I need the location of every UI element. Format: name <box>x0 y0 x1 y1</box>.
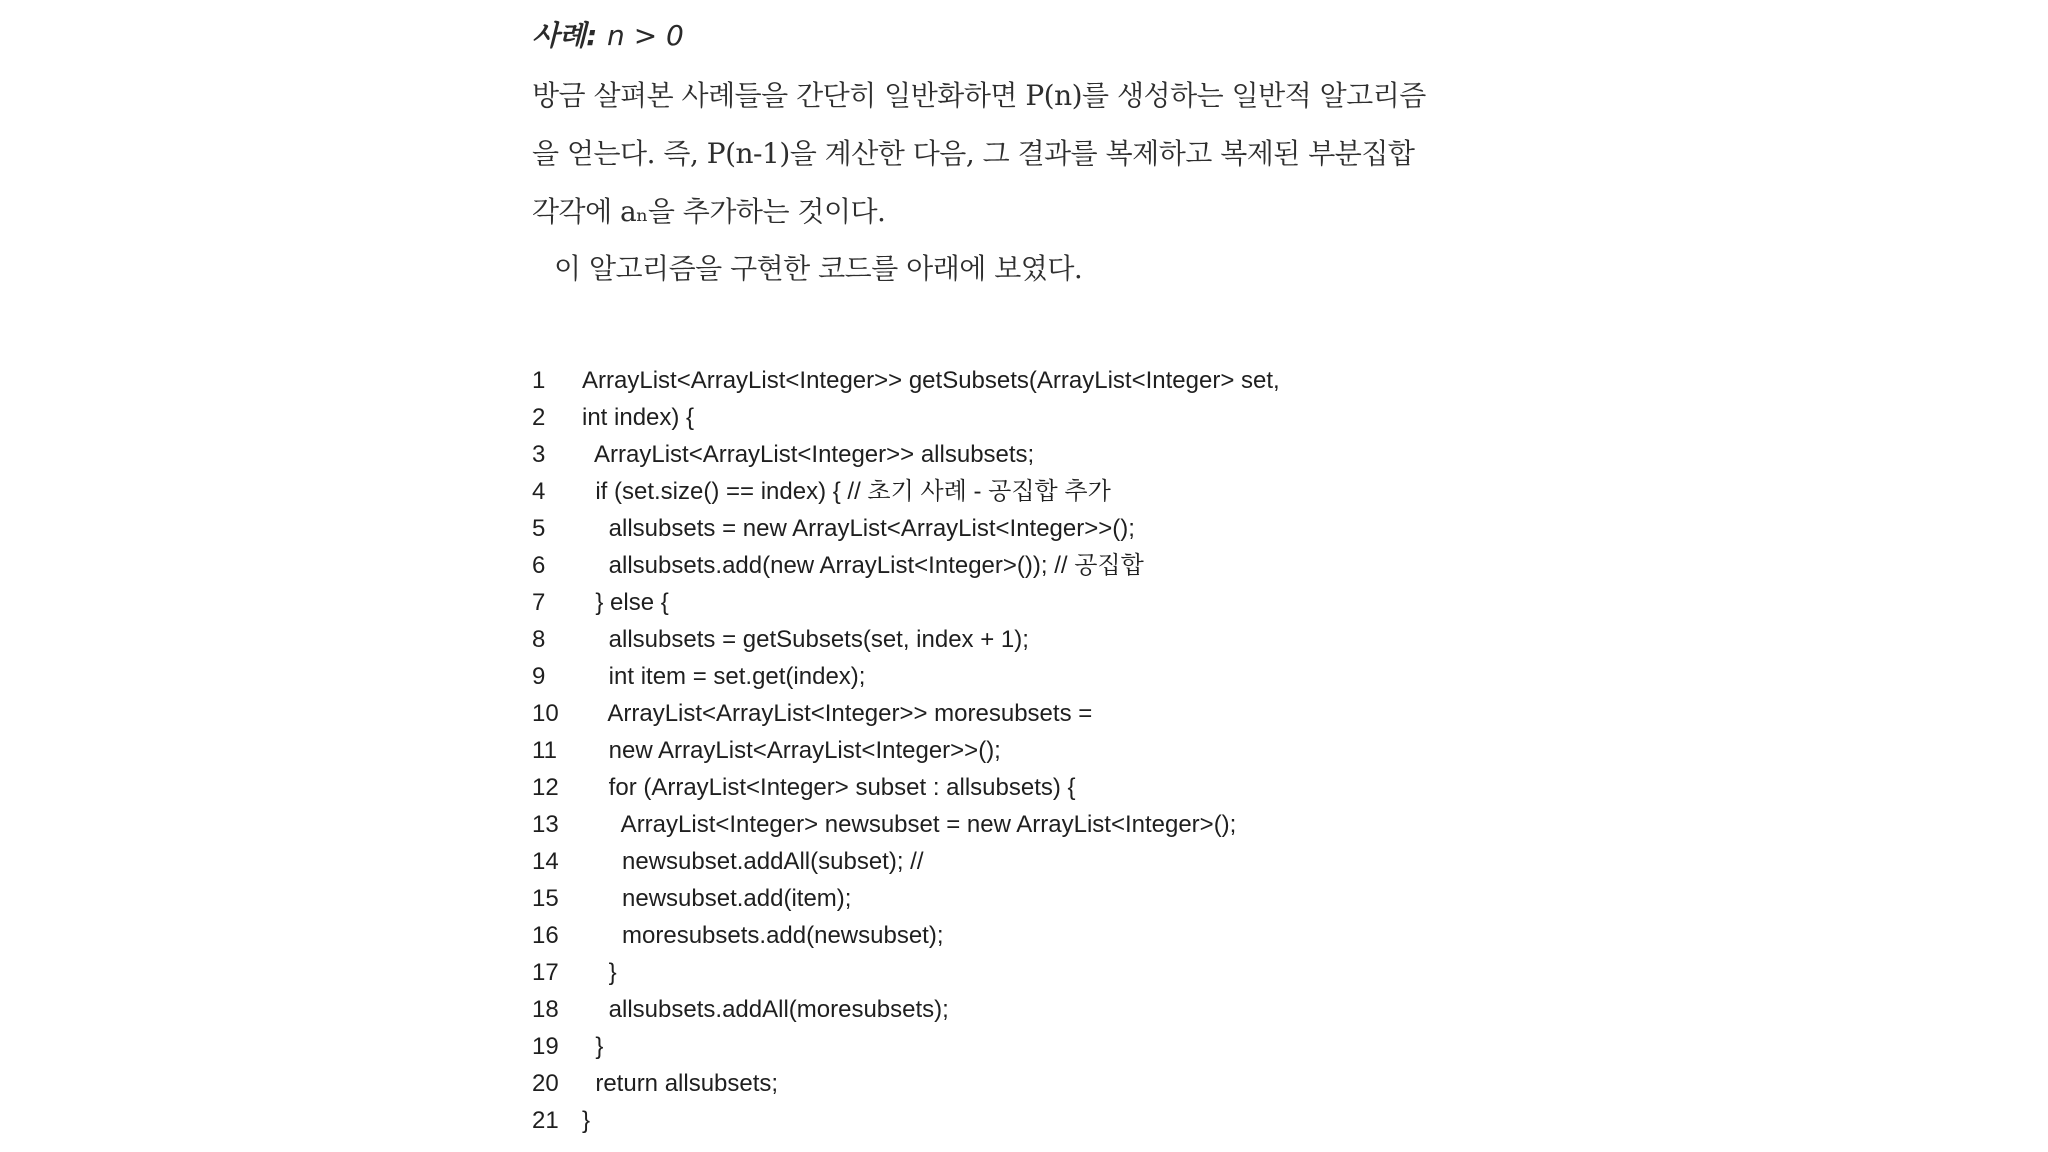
code-text: ArrayList<ArrayList<Integer>> getSubsets(ArrayList<Integer> set, <box>582 367 1280 394</box>
code-text: moresubsets.add(newsubset); <box>582 922 944 949</box>
code-text: } <box>582 959 617 986</box>
code-line <box>532 1065 1472 1102</box>
line-number: 14 <box>532 848 559 875</box>
book-page <box>522 0 1482 1152</box>
code-line <box>532 806 1472 843</box>
paragraph-line-1: 방금 살펴본 사례들을 간단히 일반화하면 P(n)를 생성하는 일반적 알고리즘 <box>532 79 1426 112</box>
line-number: 19 <box>532 1033 559 1060</box>
section-heading <box>532 14 684 54</box>
code-line <box>532 547 1472 584</box>
code-text: newsubset.add(item); <box>582 885 852 912</box>
code-line <box>532 436 1472 473</box>
code-text: for (ArrayList<Integer> subset : allsubsets) { <box>582 774 1076 801</box>
line-number: 20 <box>532 1070 559 1097</box>
code-text: allsubsets.addAll(moresubsets); <box>582 996 949 1023</box>
line-number: 1 <box>532 367 546 394</box>
line-number: 21 <box>532 1107 559 1134</box>
line-number: 12 <box>532 774 559 801</box>
code-listing <box>532 362 1472 1139</box>
line-number: 6 <box>532 552 546 579</box>
line-number: 8 <box>532 626 546 653</box>
code-line <box>532 1028 1472 1065</box>
code-text: new ArrayList<ArrayList<Integer>>(); <box>582 737 1001 764</box>
code-text: if (set.size() == index) { // 초기 사례 - 공집합 추가 <box>582 478 1111 505</box>
line-number: 3 <box>532 441 546 468</box>
code-line <box>532 1102 1472 1139</box>
code-line <box>532 991 1472 1028</box>
line-number: 17 <box>532 959 559 986</box>
line-number: 7 <box>532 589 546 616</box>
code-text: ArrayList<Integer> newsubset = new ArrayList<Integer>(); <box>582 811 1237 838</box>
code-line <box>532 769 1472 806</box>
line-number: 15 <box>532 885 559 912</box>
code-line <box>532 695 1472 732</box>
code-text: } <box>582 1033 604 1060</box>
code-line <box>532 917 1472 954</box>
code-text: return allsubsets; <box>582 1070 779 1097</box>
code-text: ArrayList<ArrayList<Integer>> moresubsets = <box>582 700 1093 727</box>
code-line <box>532 399 1472 436</box>
heading-label: 사례: <box>532 19 598 52</box>
code-line <box>532 658 1472 695</box>
code-line <box>532 621 1472 658</box>
code-text: } else { <box>582 589 669 616</box>
line-number: 16 <box>532 922 559 949</box>
line-number: 4 <box>532 478 546 505</box>
code-line <box>532 510 1472 547</box>
code-text: int item = set.get(index); <box>582 663 866 690</box>
paragraph-line-4: 이 알고리즘을 구현한 코드를 아래에 보였다. <box>554 252 1083 285</box>
paragraph-line-2: 을 얻는다. 즉, P(n-1)을 계산한 다음, 그 결과를 복제하고 복제된 부분집합 <box>532 137 1415 170</box>
code-line <box>532 843 1472 880</box>
line-number: 9 <box>532 663 546 690</box>
code-text: allsubsets = new ArrayList<ArrayList<Integer>>(); <box>582 515 1135 542</box>
code-line <box>532 880 1472 917</box>
line-number: 10 <box>532 700 559 727</box>
code-text: newsubset.addAll(subset); // <box>582 848 924 875</box>
code-text: } <box>582 1107 591 1134</box>
code-line <box>532 954 1472 991</box>
code-line <box>532 732 1472 769</box>
line-number: 11 <box>532 737 557 764</box>
heading-condition: n > 0 <box>607 19 684 52</box>
line-number: 2 <box>532 404 546 431</box>
code-line <box>532 584 1472 621</box>
line-number: 18 <box>532 996 559 1023</box>
code-text: allsubsets.add(new ArrayList<Integer>()); // 공집합 <box>582 552 1144 579</box>
code-text: allsubsets = getSubsets(set, index + 1); <box>582 626 1029 653</box>
paragraph-line-3: 각각에 aₙ을 추가하는 것이다. <box>532 195 886 228</box>
line-number: 5 <box>532 515 546 542</box>
code-line <box>532 362 1472 399</box>
code-text: ArrayList<ArrayList<Integer>> allsubsets; <box>582 441 1035 468</box>
code-line <box>532 473 1472 510</box>
code-text: int index) { <box>582 404 695 431</box>
line-number: 13 <box>532 811 559 838</box>
